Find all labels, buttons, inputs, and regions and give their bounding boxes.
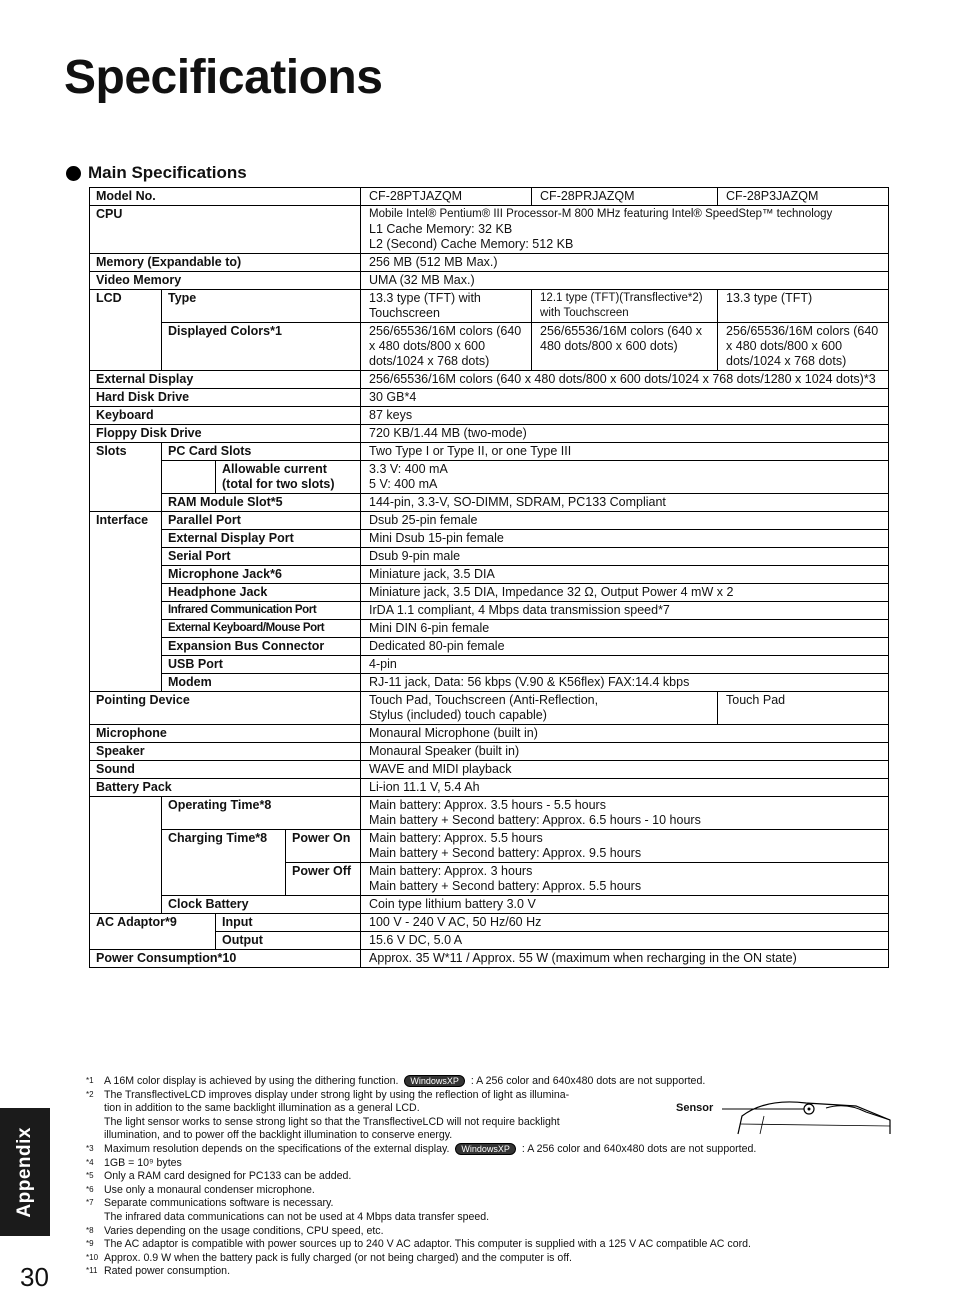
table-row — [90, 692, 889, 725]
pc-card-label: PC Card Slots — [162, 443, 361, 461]
speaker-value: Monaural Speaker (built in) — [361, 743, 889, 761]
interface-item-label: Microphone Jack*6 — [162, 566, 361, 584]
table-row — [90, 494, 889, 512]
table-row — [90, 461, 889, 494]
ac-input-value: 100 V - 240 V AC, 50 Hz/60 Hz — [361, 914, 889, 932]
pc-card-value: Two Type I or Type II, or one Type III — [361, 443, 889, 461]
speaker-label: Speaker — [90, 743, 361, 761]
power-consumption-value: Approx. 35 W*11 / Approx. 55 W (maximum when recharging in the ON state) — [361, 950, 889, 968]
clock-battery-value: Coin type lithium battery 3.0 V — [361, 896, 889, 914]
interface-item-value: Dedicated 80-pin female — [361, 638, 889, 656]
ram-slot-label: RAM Module Slot*5 — [162, 494, 361, 512]
keyboard-label: Keyboard — [90, 407, 361, 425]
interface-item-value: 4-pin — [361, 656, 889, 674]
footnote-text: The AC adaptor is compatible with power sources up to 240 V AC adaptor. This computer is supplied with a 125 V AC compatible AC cord. — [104, 1238, 751, 1251]
table-row — [90, 584, 889, 602]
blank-cell — [90, 797, 162, 914]
keyboard-value: 87 keys — [361, 407, 889, 425]
table-row — [90, 797, 889, 830]
operating-time-label: Operating Time*8 — [162, 797, 361, 830]
interface-item-value: Miniature jack, 3.5 DIA — [361, 566, 889, 584]
lcd-colors-value: 256/65536/16M colors (640 x 480 dots/800 x 600 dots/1024 x 768 dots) — [718, 323, 889, 371]
footnote-mark: *1 — [86, 1076, 94, 1085]
footnote-text: The light sensor works to sense strong light so that the TransflectiveLCD will not require backlight — [104, 1115, 560, 1128]
cpu-value — [361, 206, 889, 254]
cpu-line: L1 Cache Memory: 32 KB — [369, 222, 513, 236]
table-row — [90, 725, 889, 743]
ram-slot-value: 144-pin, 3.3-V, SO-DIMM, SDRAM, PC133 Compliant — [361, 494, 889, 512]
table-row — [90, 206, 889, 254]
footnote-text: The infrared data communications can not be used at 4 Mbps data transfer speed. — [104, 1210, 490, 1223]
video-memory-label: Video Memory — [90, 272, 361, 290]
footnote-mark: *6 — [86, 1184, 94, 1194]
table-row — [90, 602, 889, 620]
footnote-text: The TransflectiveLCD improves display under strong light by using the reflection of light as illumina- — [104, 1088, 570, 1101]
footnote — [86, 1225, 891, 1239]
table-row — [90, 512, 889, 530]
table-row — [90, 188, 889, 206]
microphone-value: Monaural Microphone (built in) — [361, 725, 889, 743]
pointing-line: Stylus (included) touch capable) — [369, 708, 547, 722]
interface-item-label: Parallel Port — [162, 512, 361, 530]
footnote — [86, 1184, 891, 1198]
footnote — [86, 1143, 891, 1157]
pointing-value — [361, 692, 718, 725]
model-1: CF-28PTJAZQM — [361, 188, 532, 206]
footnote-text: tion in addition to the same backlight illumination as a general LCD. — [104, 1102, 420, 1115]
footnote-text: Use only a monaural condenser microphone. — [104, 1183, 315, 1196]
interface-item-value: RJ-11 jack, Data: 56 kbps (V.90 & K56flex) FAX:14.4 kbps — [361, 674, 889, 692]
hard-disk-value: 30 GB*4 — [361, 389, 889, 407]
footnote-mark: *9 — [86, 1239, 94, 1249]
spec-table — [89, 187, 889, 968]
lcd-type-value: 13.3 type (TFT) — [718, 290, 889, 323]
ac-input-label: Input — [216, 914, 361, 932]
footnote-text: : A 256 color and 640x480 dots are not supported. — [470, 1075, 706, 1087]
cpu-label: CPU — [90, 206, 361, 254]
table-row — [90, 896, 889, 914]
floppy-label: Floppy Disk Drive — [90, 425, 361, 443]
pointing-label: Pointing Device — [90, 692, 361, 725]
hard-disk-label: Hard Disk Drive — [90, 389, 361, 407]
table-row — [90, 290, 889, 323]
table-row — [90, 674, 889, 692]
footnote-text: Maximum resolution depends on the specifications of the external display. — [104, 1142, 450, 1155]
table-row — [90, 407, 889, 425]
table-row — [90, 566, 889, 584]
power-on-label: Power On — [286, 830, 361, 863]
interface-item-label: Headphone Jack — [162, 584, 361, 602]
charging-time-label: Charging Time*8 — [162, 830, 286, 896]
external-display-label: External Display — [90, 371, 361, 389]
table-row — [90, 656, 889, 674]
footnote-text: 1GB = 10⁹ bytes — [104, 1156, 182, 1169]
table-row — [90, 371, 889, 389]
table-row — [90, 914, 889, 932]
model-3: CF-28P3JAZQM — [718, 188, 889, 206]
footnote — [86, 1075, 891, 1089]
ac-output-value: 15.6 V DC, 5.0 A — [361, 932, 889, 950]
footnote-mark: *2 — [86, 1089, 94, 1099]
table-row — [90, 743, 889, 761]
operating-time-value — [361, 797, 889, 830]
lcd-type-label: Type — [162, 290, 361, 323]
memory-value: 256 MB (512 MB Max.) — [361, 254, 889, 272]
footnote-text: illumination, and to power off the backlight illumination to conserve energy. — [104, 1129, 453, 1142]
footnote-text: Separate communications software is necessary. — [104, 1197, 334, 1210]
lcd-type-value: 13.3 type (TFT) with Touchscreen — [361, 290, 532, 323]
interface-item-label: Expansion Bus Connector — [162, 638, 361, 656]
footnote-mark: *5 — [86, 1171, 94, 1181]
page-number: 30 — [20, 1262, 49, 1292]
ac-adaptor-label: AC Adaptor*9 — [90, 914, 216, 950]
table-row — [90, 779, 889, 797]
allowable-line: 5 V: 400 mA — [369, 477, 438, 491]
power-off-line: Main battery + Second battery: Approx. 5.5 hours — [369, 879, 642, 893]
interface-item-value: Mini DIN 6-pin female — [361, 620, 889, 638]
operating-line: Main battery + Second battery: Approx. 6.5 hours - 10 hours — [369, 813, 701, 827]
interface-item-value: IrDA 1.1 compliant, 4 Mbps data transmission speed*7 — [361, 602, 889, 620]
power-on-line: Main battery: Approx. 5.5 hours — [369, 831, 543, 845]
footnote — [86, 1252, 891, 1266]
interface-item-label: USB Port — [162, 656, 361, 674]
table-row — [90, 548, 889, 566]
table-row — [90, 761, 889, 779]
floppy-value: 720 KB/1.44 MB (two-mode) — [361, 425, 889, 443]
lcd-colors-value: 256/65536/16M colors (640 x 480 dots/800 x 600 dots) — [532, 323, 718, 371]
footnote-mark: *10 — [86, 1252, 99, 1262]
lcd-type-value: 12.1 type (TFT)(Transflective*2) with Touchscreen — [532, 290, 718, 323]
interface-item-value: Mini Dsub 15-pin female — [361, 530, 889, 548]
footnote-mark: *3 — [86, 1143, 94, 1153]
interface-item-label: External Keyboard/Mouse Port — [162, 620, 361, 638]
table-row — [90, 254, 889, 272]
table-row — [90, 425, 889, 443]
sensor-label: Sensor — [676, 1102, 714, 1114]
battery-label: Battery Pack — [90, 779, 361, 797]
appendix-label: Appendix — [14, 1126, 35, 1218]
table-row — [90, 638, 889, 656]
footnote-text: A 16M color display is achieved by using the dithering function. — [104, 1075, 399, 1087]
table-row — [90, 272, 889, 290]
clock-battery-label: Clock Battery — [162, 896, 361, 914]
video-memory-value: UMA (32 MB Max.) — [361, 272, 889, 290]
footnote — [86, 1170, 891, 1184]
footnote — [86, 1197, 891, 1224]
table-row — [90, 830, 889, 863]
blank-cell — [162, 461, 216, 494]
table-row — [90, 530, 889, 548]
slots-label: Slots — [90, 443, 162, 512]
power-on-line: Main battery + Second battery: Approx. 9.5 hours — [369, 846, 642, 860]
footnote-text: Approx. 0.9 W when the battery pack is fully charged (or not being charged) and the computer is off. — [104, 1251, 572, 1264]
pointing-line: Touch Pad, Touchscreen (Anti-Reflection, — [369, 693, 599, 707]
interface-item-value: Miniature jack, 3.5 DIA, Impedance 32 Ω, Output Power 4 mW x 2 — [361, 584, 889, 602]
memory-label: Memory (Expandable to) — [90, 254, 361, 272]
lcd-colors-label: Displayed Colors*1 — [162, 323, 361, 371]
interface-item-label: Modem — [162, 674, 361, 692]
external-display-value: 256/65536/16M colors (640 x 480 dots/800 x 600 dots/1024 x 768 dots/1280 x 1024 dots)*3 — [361, 371, 889, 389]
lcd-colors-value: 256/65536/16M colors (640 x 480 dots/800 x 600 dots/1024 x 768 dots) — [361, 323, 532, 371]
battery-value: Li-ion 11.1 V, 5.4 Ah — [361, 779, 889, 797]
sound-label: Sound — [90, 761, 361, 779]
allowable-current-value — [361, 461, 889, 494]
section-heading-text: Main Specifications — [88, 163, 247, 182]
footnote — [86, 1238, 891, 1252]
model-2: CF-28PRJAZQM — [532, 188, 718, 206]
sound-value: WAVE and MIDI playback — [361, 761, 889, 779]
footnote — [86, 1157, 891, 1171]
footnote-text: Varies depending on the usage conditions, CPU speed, etc. — [104, 1224, 384, 1237]
windows-xp-badge: WindowsXP — [455, 1143, 516, 1155]
footnote-mark: *4 — [86, 1157, 94, 1167]
power-on-value — [361, 830, 889, 863]
interface-item-value: Dsub 9-pin male — [361, 548, 889, 566]
ac-output-label: Output — [216, 932, 361, 950]
allowable-line: 3.3 V: 400 mA — [369, 462, 448, 476]
table-row — [90, 323, 889, 371]
footnote-text: : A 256 color and 640x480 dots are not supported. — [521, 1142, 757, 1155]
interface-item-value: Dsub 25-pin female — [361, 512, 889, 530]
footnote — [86, 1265, 891, 1279]
interface-label: Interface — [90, 512, 162, 692]
footnote-text: Rated power consumption. — [104, 1265, 231, 1278]
allowable-current-label: Allowable current (total for two slots) — [216, 461, 361, 494]
table-row — [90, 443, 889, 461]
footnote-mark: *11 — [86, 1266, 98, 1276]
operating-line: Main battery: Approx. 3.5 hours - 5.5 hours — [369, 798, 606, 812]
power-off-line: Main battery: Approx. 3 hours — [369, 864, 533, 878]
interface-item-label: External Display Port — [162, 530, 361, 548]
section-heading — [66, 163, 247, 183]
table-row — [90, 389, 889, 407]
footnote-mark: *8 — [86, 1225, 94, 1235]
power-off-label: Power Off — [286, 863, 361, 896]
cpu-line: L2 (Second) Cache Memory: 512 KB — [369, 237, 574, 251]
sensor-figure — [676, 1094, 891, 1138]
bullet-icon — [66, 166, 81, 181]
interface-item-label: Serial Port — [162, 548, 361, 566]
table-row — [90, 620, 889, 638]
lcd-label: LCD — [90, 290, 162, 371]
cpu-line: Mobile Intel® Pentium® III Processor-M 800 MHz featuring Intel® SpeedStep™ technology — [369, 208, 833, 220]
power-off-value — [361, 863, 889, 896]
interface-item-label: Infrared Communication Port — [162, 602, 361, 620]
page-title: Specifications — [64, 51, 383, 104]
model-label: Model No. — [90, 188, 361, 206]
pointing-value-model3: Touch Pad — [718, 692, 889, 725]
power-consumption-label: Power Consumption*10 — [90, 950, 361, 968]
table-row — [90, 950, 889, 968]
windows-xp-badge: WindowsXP — [404, 1075, 465, 1087]
footnote-text: Only a RAM card designed for PC133 can be added. — [104, 1170, 352, 1183]
sensor-diagram-icon — [676, 1094, 891, 1138]
microphone-label: Microphone — [90, 725, 361, 743]
appendix-tab — [0, 1108, 50, 1236]
footnote-mark: *7 — [86, 1198, 94, 1208]
